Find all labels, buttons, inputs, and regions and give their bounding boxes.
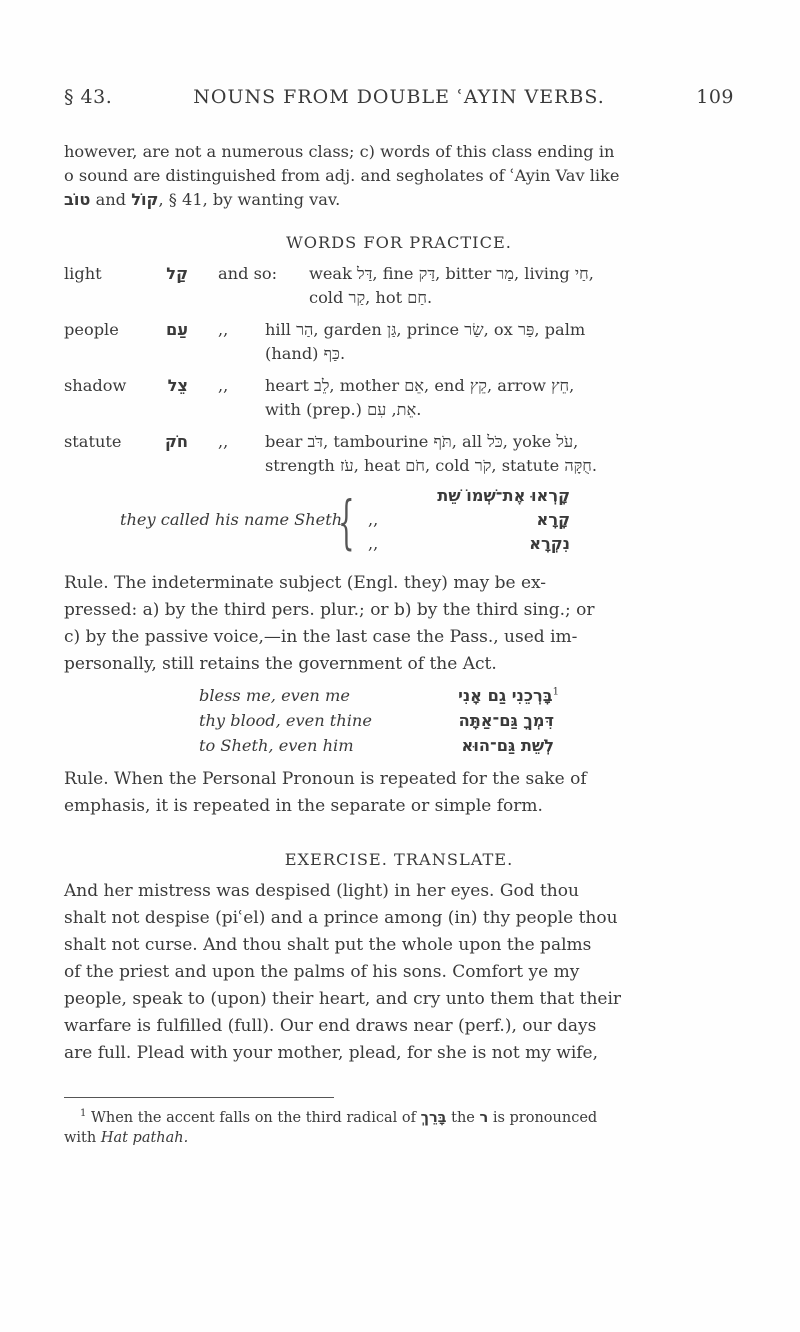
intro-paragraph [64, 140, 734, 212]
exercise-line: warfare is fulfilled (full). Our end draws near (perf.), our days [64, 1016, 597, 1036]
vocab-connector: ,, [218, 320, 229, 339]
vocab-english: light [64, 264, 102, 283]
hebrew-word: טוֹב [64, 190, 91, 209]
example-english: to Sheth, even him [199, 736, 354, 755]
hebrew-phrase: דִּמְךָ גַּם־אַתָּה [458, 711, 554, 730]
vocab-connector: and so: [218, 264, 278, 283]
vocab-line: cold קַר, hot חַם. [309, 288, 433, 307]
example-english: thy blood, even thine [199, 711, 372, 730]
brace-line [350, 510, 570, 534]
ditto-mark: ,, [368, 534, 379, 553]
rule-indeterminate-subject [64, 570, 734, 678]
footnote-ref: 1 [552, 686, 559, 698]
exercise-heading: EXERCISE. TRANSLATE. [284, 850, 514, 869]
intro-tail: , § 41, by wanting vav. [158, 190, 341, 209]
running-header [64, 86, 734, 108]
footnote-text: When the accent falls on the third radical of [90, 1109, 416, 1126]
section-number: § 43. [64, 86, 113, 108]
exercise-line: shalt not despise (piʿel) and a prince among (in) thy people thou [64, 908, 618, 928]
example-english: bless me, even me [199, 686, 350, 705]
rule-line: Rule. When the Personal Pronoun is repeated for the sake of [64, 769, 587, 789]
exercise-line: shalt not curse. And thou shalt put the whole upon the palms [64, 935, 592, 955]
vocab-line: bear דֹּב, tambourine תֹּף, all כֹּל, yoke עֹל, [265, 432, 579, 451]
footnote-text: the [451, 1109, 475, 1126]
practice-heading: WORDS FOR PRACTICE. [286, 233, 512, 252]
chapter-title: NOUNS FROM DOUBLE ʿAYIN VERBS. [193, 86, 605, 108]
intro-line: o sound are distinguished from adj. and segholates of ʿAyin Vav like [64, 166, 620, 185]
example-hebrew [459, 711, 554, 730]
vocab-examples [265, 318, 715, 366]
vocab-connector: ,, [218, 376, 229, 395]
hebrew-phrase: נִקְרָא [529, 534, 570, 553]
hebrew-phrase: קָרְאוּ אֶת־שְׁמוֹ שֵׁת [437, 486, 570, 505]
rule-line: Rule. The indeterminate subject (Engl. they) may be ex- [64, 573, 547, 593]
brace-example [120, 484, 570, 560]
curly-brace-icon: { [338, 488, 355, 556]
rule-line: emphasis, it is repeated in the separate or simple form. [64, 796, 543, 816]
vocab-hebrew: עַם [165, 320, 188, 339]
exercise-line: people, speak to (upon) their heart, and cry unto them that their [64, 989, 622, 1009]
exercise-line: of the priest and upon the palms of his sons. Comfort ye my [64, 962, 580, 982]
example-hebrew [462, 736, 554, 755]
ditto-mark: ,, [368, 510, 379, 529]
rule-line: personally, still retains the government of the Act. [64, 654, 497, 674]
vocab-line: weak דַּל, fine דַּק, bitter מַר, living חַי, [309, 264, 594, 283]
footnote-mark: 1 [80, 1108, 87, 1119]
conjunction: and [95, 190, 127, 209]
hebrew-phrase: לְשֵׁת גַּם־הוּא [461, 736, 554, 755]
hebrew-phrase: בָּרְכֵנִי גַם אָנִי [458, 686, 553, 705]
footnote [64, 1104, 734, 1148]
vocab-line: heart לֵב, mother אֵם, end קֵץ, arrow חֵץ, [265, 376, 575, 395]
vocab-line: hill הַר, garden גַּן, prince שַׂר, ox פַּר, palm [265, 320, 586, 339]
footnote-line [64, 1128, 734, 1148]
vocab-examples [265, 430, 715, 478]
footnote-text: is pronounced [492, 1109, 598, 1126]
rule-line: pressed: a) by the third pers. plur.; or b) by the third sing.; or [64, 600, 595, 620]
vocab-english: people [64, 320, 119, 339]
vocab-examples [309, 262, 739, 310]
exercise-line: And her mistress was despised (light) in her eyes. God thou [64, 881, 579, 901]
hebrew-letter: ר [479, 1109, 489, 1126]
footnote-text: with [64, 1129, 97, 1146]
page-number: 109 [696, 86, 734, 108]
footnote-line [64, 1104, 734, 1128]
brace-line [350, 486, 570, 510]
vocab-line: strength עֹז, heat חֹם, cold קֹר, statute חֻקָּה. [265, 456, 598, 475]
brace-label: they called his name Sheth [120, 510, 343, 529]
vocab-connector: ,, [218, 432, 229, 451]
rule-line: c) by the passive voice,—in the last case the Pass., used im- [64, 627, 578, 647]
hebrew-phrase: קָרָא [536, 510, 570, 529]
vocab-hebrew: קַל [166, 264, 188, 283]
rule-pronoun-repetition [64, 766, 734, 820]
intro-line: however, are not a numerous class; c) words of this class ending in [64, 142, 615, 161]
vocab-english: statute [64, 432, 122, 451]
vocab-examples [265, 374, 715, 422]
hebrew-word: קוֹל [131, 190, 159, 209]
exercise-line: are full. Plead with your mother, plead, for she is not my wife, [64, 1043, 599, 1063]
vocab-line: with (prep.) אֵת, עִם. [265, 400, 422, 419]
exercise-text [64, 878, 734, 1067]
vocab-hebrew: צֵל [167, 376, 188, 395]
vocab-hebrew: חֹק [164, 432, 188, 451]
vocab-english: shadow [64, 376, 127, 395]
footnote-term: Hat pathah. [100, 1129, 189, 1146]
brace-line [350, 534, 570, 558]
hebrew-word: בָּרֵךְ [420, 1109, 447, 1126]
vocab-line: (hand) כַּף. [265, 344, 346, 363]
example-hebrew [458, 686, 559, 705]
footnote-rule [64, 1097, 334, 1098]
intro-line [64, 188, 734, 212]
